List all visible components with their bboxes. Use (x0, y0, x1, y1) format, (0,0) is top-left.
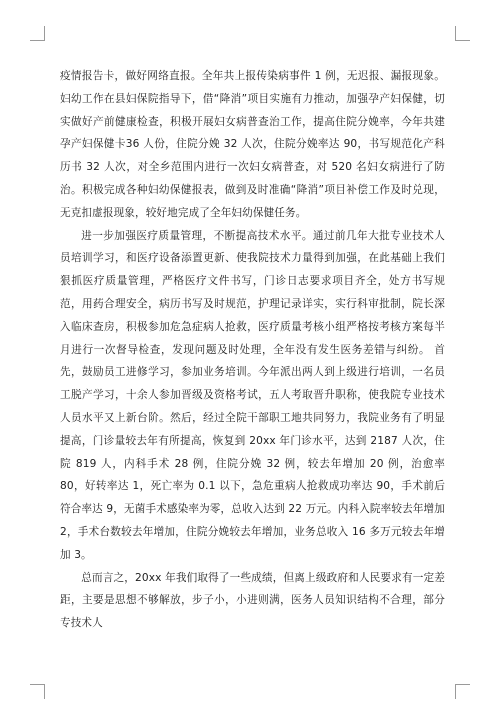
page-corner-mark-bottom-left (30, 684, 45, 699)
page-corner-mark-top-left (30, 26, 45, 41)
page-corner-mark-bottom-right (455, 684, 470, 699)
paragraph-medical-quality: 进一步加强医疗质量管理，不断提高技术水平。通过前几年大批专业技术人员培训学习，和医疗设备添置更新、使我院技术力量得到加强，在此基础上我们狠抓医疗质量管理，严格医疗文件书写，门诊日志要求项目齐全，处方书写规范，用药合理安全，病历书写及时规范，护理记录详实，实行科审批制，院长深入临床查房，积极参加危急症病人抢救，医疗质量考核小组严格按考核方案每半月进行一次督导检查，发现问题及时处理，全年没有发生医务差错与纠纷。 首先，鼓励员工进修学习，参加业务培训。今年派出两人到上级进行培训，一名员工脱产学习，十余人参加晋级及资格考试，五人考取晋升职称，使我院专业技术人员水平又上新台阶。然后，经过全院干部职工地共同努力，我院业务有了明显提高，门诊量较去年有所提高，恢复到 20xx 年门诊水平，达到 2187 人次，住院 819 人，内科手术 28 例，住院分娩 32 例，较去年增加 20 例，治愈率 80，好转率达 1，死亡率为 0.1 以下，急危重病人抢救成功率达 90，手术前后符合率达 9，无菌手术感染率为零，总收入达到 22 万元。内科入院率较去年增加 2，手术台数较去年增加，住院分娩较去年增加，业务总收入 16 多万元较去年增加 3。 (60, 229, 445, 561)
document-body (60, 65, 445, 635)
page-corner-mark-top-right (455, 26, 470, 41)
paragraph-maternal-child-health: 疫情报告卡，做好网络直报。全年共上报传染病事件 1 例，无迟报、漏报现象。妇幼工作在县妇保院指导下，借“降消”项目实施有力推动，加强孕产妇保健，切实做好产前健康检查，积极开展妇女病普查治工作，提高住院分娩率，今年共建孕产妇保健卡36 人份，住院分娩 32 人次，住院分娩率达 90，书写规范化产科历书 32 人次，对全乡范围内进行一次妇女病普查，对 520 名妇女病进行了防治。积极完成各种妇幼保健报表，做到及时准确“降消”项目补偿工作及时兑现，无克扣虚报现象，较好地完成了全年妇幼保健任务。 (60, 70, 445, 219)
paragraph-summary: 总而言之，20xx 年我们取得了一些成绩，但离上级政府和人民要求有一定差距，主要是思想不够解放，步子小，小进则满，医务人员知识结构不合理，部分专技术人 (60, 571, 445, 630)
